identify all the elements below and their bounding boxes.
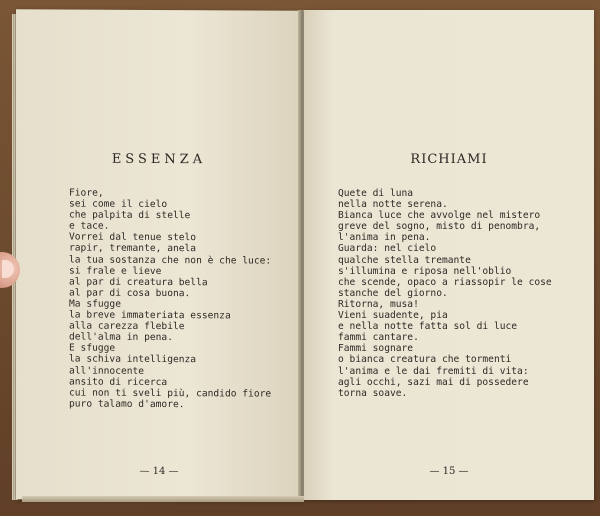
poem-line: che palpita di stelle [69, 209, 191, 222]
poem-line: al par di cosa buona. [69, 287, 191, 300]
left-page-number: — 14 — [139, 465, 179, 478]
poem-line: torna soave. [338, 387, 408, 399]
poem-line: ansito di ricerca [69, 376, 168, 388]
poem-line: la breve immateriata essenza [69, 309, 231, 322]
left-page [16, 9, 302, 500]
poem-line: l'anima in pena. [338, 232, 431, 244]
poem-line: che scende, opaco a riassopir le cose [338, 276, 552, 288]
poem-line: si frale e lieve [69, 265, 162, 277]
poem-line: dell'alma in pena. [69, 331, 173, 344]
thumbnail [2, 260, 14, 278]
page-bottom-edge [22, 496, 304, 502]
poem-line: la tua sostanza che non è che luce: [69, 254, 272, 267]
right-page [304, 10, 594, 500]
right-poem [338, 188, 552, 399]
poem-line: Bianca luce che avvolge nel mistero [338, 210, 541, 222]
poem-line: all'innocente [69, 365, 145, 377]
poem-line: Fammi sognare [338, 343, 414, 355]
poem-line: al par di creatura bella [69, 276, 208, 289]
poem-line: o bianca creatura che tormenti [338, 354, 512, 366]
open-book [8, 2, 598, 512]
poem-line: alla carezza flebile [69, 320, 185, 333]
poem-line: Vieni suadente, pia [338, 310, 448, 322]
poem-line: qualche stella tremante [338, 254, 471, 266]
poem-line: Vorrei dal tenue stelo [69, 231, 197, 244]
poem-line: Ma sfugge [69, 298, 121, 310]
poem-line: Quete di luna [338, 188, 414, 199]
poem-line: cui non ti sveli più, candido fiore [69, 387, 272, 400]
left-page-title: ESSENZA [111, 151, 207, 168]
poem-line: e nella notte fatta sol di luce [338, 321, 518, 333]
poem-line: rapir, tremante, anela [69, 242, 197, 255]
poem-line: sei come il cielo [69, 198, 168, 211]
poem-line: Fiore, [69, 187, 104, 199]
poem-line: greve del sogno, misto di penombra, [338, 221, 541, 233]
poem-line: Guarda: nel cielo [338, 243, 437, 255]
poem-line: E sfugge [69, 342, 116, 355]
poem-line: la schiva intelligenza [69, 353, 197, 366]
poem-line: e tace. [69, 220, 110, 233]
poem-line: l'anima e le dai fremiti di vita: [338, 365, 529, 377]
left-poem [69, 188, 271, 411]
poem-line: agli occhi, sazi mai di possedere [338, 376, 529, 388]
right-page-title: RICHIAMI [410, 152, 488, 167]
poem-line: nella notte serena. [338, 199, 448, 211]
poem-line: stanche del giorno. [338, 287, 448, 299]
poem-line: puro talamo d'amore. [69, 398, 185, 410]
poem-line: fammi cantare. [338, 332, 419, 344]
right-page-number: — 15 — [429, 466, 469, 477]
poem-line: s'illumina e riposa nell'oblio [338, 265, 512, 277]
poem-line: Ritorna, musa! [338, 298, 419, 310]
